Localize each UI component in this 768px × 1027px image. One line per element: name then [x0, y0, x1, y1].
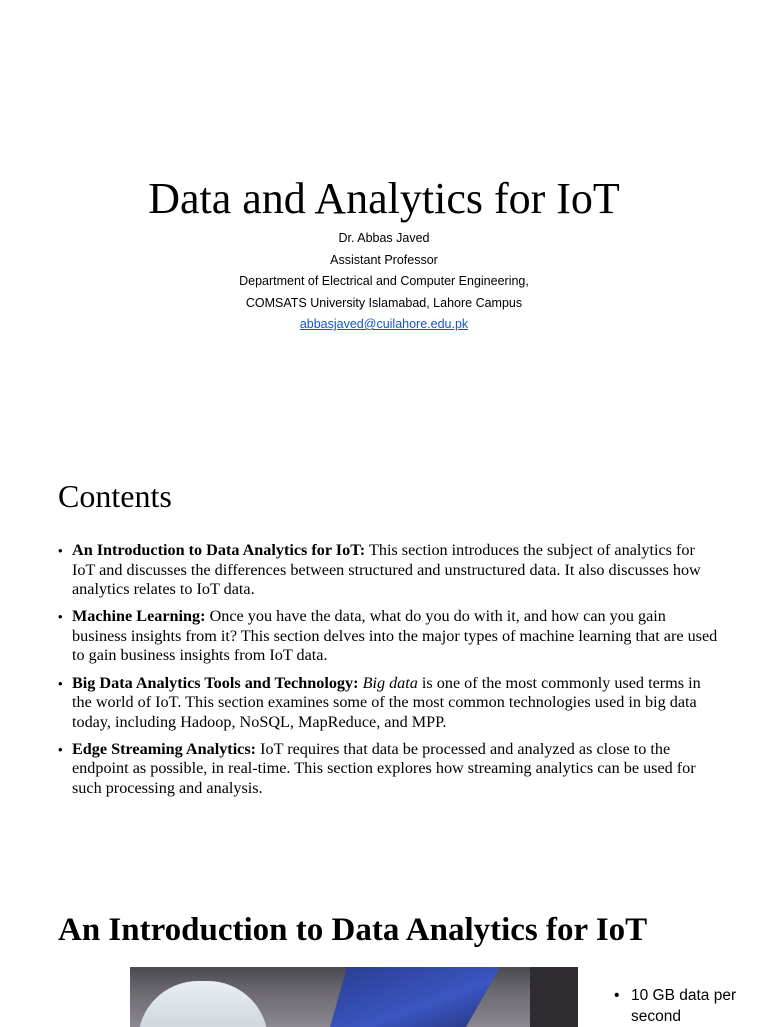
- airplane-fuselage: [138, 981, 268, 1027]
- author-name: Dr. Abbas Javed: [338, 231, 430, 245]
- bullet-heading: Edge Streaming Analytics:: [72, 739, 257, 758]
- bullet-italic: Big data: [362, 673, 418, 692]
- presentation-title: Data and Analytics for IoT: [148, 174, 620, 223]
- bullet-heading: Machine Learning:: [72, 607, 206, 626]
- intro-title: An Introduction to Data Analytics for IoT: [58, 912, 648, 948]
- author-position: Assistant Professor: [330, 252, 438, 267]
- bullet-text: is one of the most commonly used terms in the world of IoT. This section examines some of the most common technologies used in big data today, including Hadoop, NoSQL, MapReduce, and MPP.: [72, 673, 701, 731]
- side-bullet-list: [614, 986, 754, 1027]
- bullet-text: IoT requires that data be processed and analyzed as close to the endpoint as possible, in real-time. This section explores how streaming analytics can be used for such processing and analysis.: [72, 739, 696, 798]
- list-item: [58, 607, 718, 666]
- contents-list: [58, 541, 718, 806]
- author-info: [0, 228, 768, 336]
- hangar-wall: [530, 967, 578, 1027]
- contents-slide: [0, 440, 768, 870]
- list-item: [58, 674, 718, 733]
- list-item: [58, 541, 718, 600]
- list-item: • 10 GB data per second: [614, 986, 754, 1027]
- author-email-link[interactable]: abbasjaved@cuilahore.edu.pk: [299, 317, 469, 331]
- airplane-photo: [130, 967, 578, 1027]
- bullet-heading: An Introduction to Data Analytics for IoT:: [72, 541, 366, 559]
- list-item: [58, 740, 718, 799]
- bullet-heading: Big Data Analytics Tools and Technology:: [72, 673, 359, 692]
- bullet-text: Once you have the data, what do you do with it, and how can you gain business insights from it? This section delves into the major types of machine learning that are used to gain business insights from IoT data.: [72, 607, 718, 665]
- airplane-tail: [330, 967, 500, 1027]
- author-university: COMSATS University Islamabad, Lahore Campus: [245, 295, 523, 310]
- author-department: Department of Electrical and Computer Engineering,: [239, 274, 529, 288]
- contents-title: Contents: [58, 478, 172, 514]
- title-slide: [0, 0, 768, 440]
- intro-slide: [0, 870, 768, 1024]
- bullet-text: This section introduces the subject of analytics for IoT and discusses the differences between structured and unstructured data. It also discusses how analytics relates to IoT data.: [72, 541, 701, 599]
